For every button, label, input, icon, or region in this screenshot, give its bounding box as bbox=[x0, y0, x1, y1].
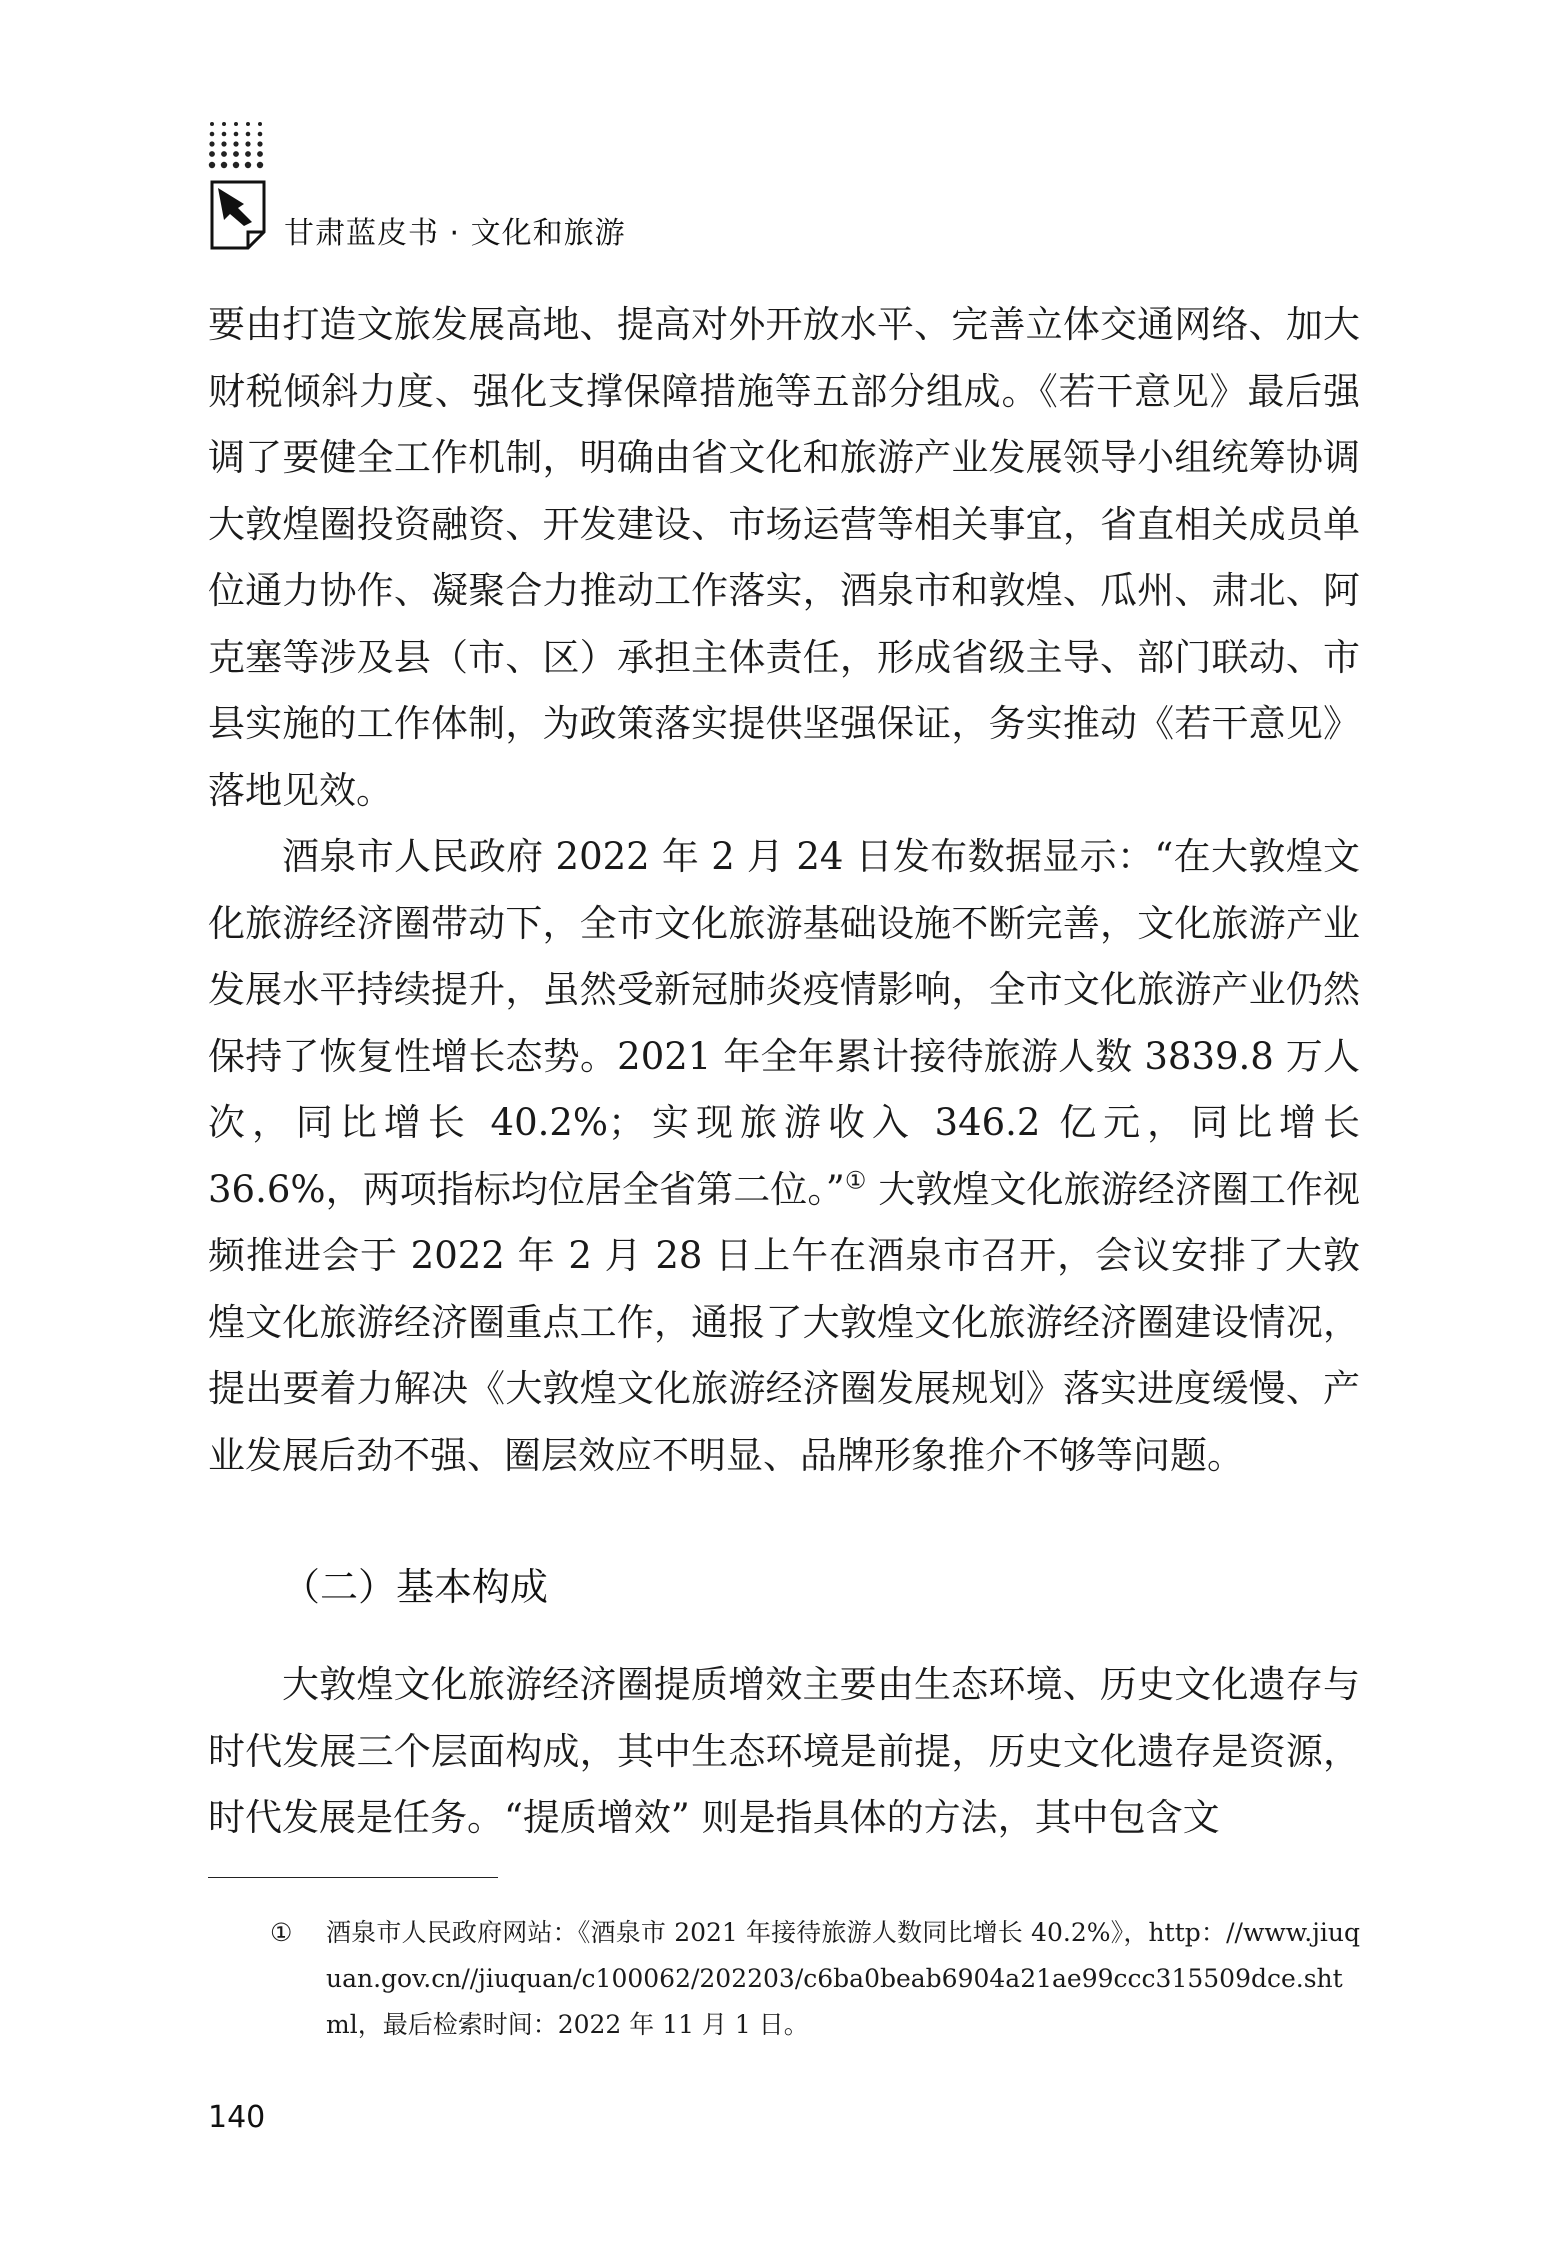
paragraph-3: 大敦煌文化旅游经济圈提质增效主要由生态环境、历史文化遗存与时代发展三个层面构成，其中生态环境是前提，历史文化遗存是资源，时代发展是任务。“提质增效” 则是指具体的方法，其中包含文 bbox=[208, 1663, 1360, 1839]
section-body bbox=[208, 1652, 1360, 1852]
paragraph-1: 要由打造文旅发展高地、提高对外开放水平、完善立体交通网络、加大财税倾斜力度、强化支撑保障措施等五部分组成。《若干意见》最后强调了要健全工作机制，明确由省文化和旅游产业发展领导小组统筹协调大敦煌圈投资融资、开发建设、市场运营等相关事宜，省直相关成员单位通力协作、凝聚合力推动工作落实，酒泉市和敦煌、瓜州、肃北、阿克塞等涉及县（市、区）承担主体责任，形成省级主导、部门联动、市县实施的工作体制，为政策落实提供坚强保证，务实推动《若干意见》落地见效。 bbox=[208, 303, 1360, 812]
book-corner-icon bbox=[208, 178, 268, 250]
footnote-text: 酒泉市人民政府网站：《酒泉市 2021 年接待旅游人数同比增长 40.2%》，http：//www.jiuquan.gov.cn//jiuquan/c100062/202203/c6ba0beab6904a21ae99ccc315509dce.shtml，最后检索时间：2022 年 11 月 1 日。 bbox=[326, 1918, 1360, 2039]
footnote-mark: ① bbox=[270, 1918, 293, 1947]
page-number: 140 bbox=[208, 2100, 266, 2135]
paragraph-2-part-1: 酒泉市人民政府 2022 年 2 月 24 日发布数据显示：“在大敦煌文化旅游经济圈带动下，全市文化旅游基础设施不断完善，文化旅游产业发展水平持续提升，虽然受新冠肺炎疫情影响，全市文化旅游产业仍然保持了恢复性增长态势。2021 年全年累计接待旅游人数 3839.8 万人次，同比增长 40.2%；实现旅游收入 346.2 亿元，同比增长 36.6%，两项指标均位居全省第二位。” bbox=[208, 835, 1360, 1211]
footnote-divider bbox=[208, 1877, 498, 1878]
paragraph-2-part-2: 大敦煌文化旅游经济圈工作视频推进会于 2022 年 2 月 28 日上午在酒泉市召开，会议安排了大敦煌文化旅游经济圈重点工作，通报了大敦煌文化旅游经济圈建设情况，提出要着力解决《大敦煌文化旅游经济圈发展规划》落实进度缓慢、产业发展后劲不强、圈层效应不明显、品牌形象推介不够等问题。 bbox=[208, 1167, 1361, 1477]
dot-grid-icon bbox=[208, 120, 264, 172]
header-title: 甘肃蓝皮书 · 文化和旅游 bbox=[284, 216, 626, 251]
body-text bbox=[208, 292, 1360, 1489]
footnote-reference[interactable]: ① bbox=[844, 1166, 867, 1195]
section-heading: （二）基本构成 bbox=[282, 1565, 549, 1609]
running-header bbox=[208, 120, 808, 260]
footnote bbox=[208, 1910, 1360, 2048]
paragraph-2 bbox=[208, 824, 1360, 1489]
